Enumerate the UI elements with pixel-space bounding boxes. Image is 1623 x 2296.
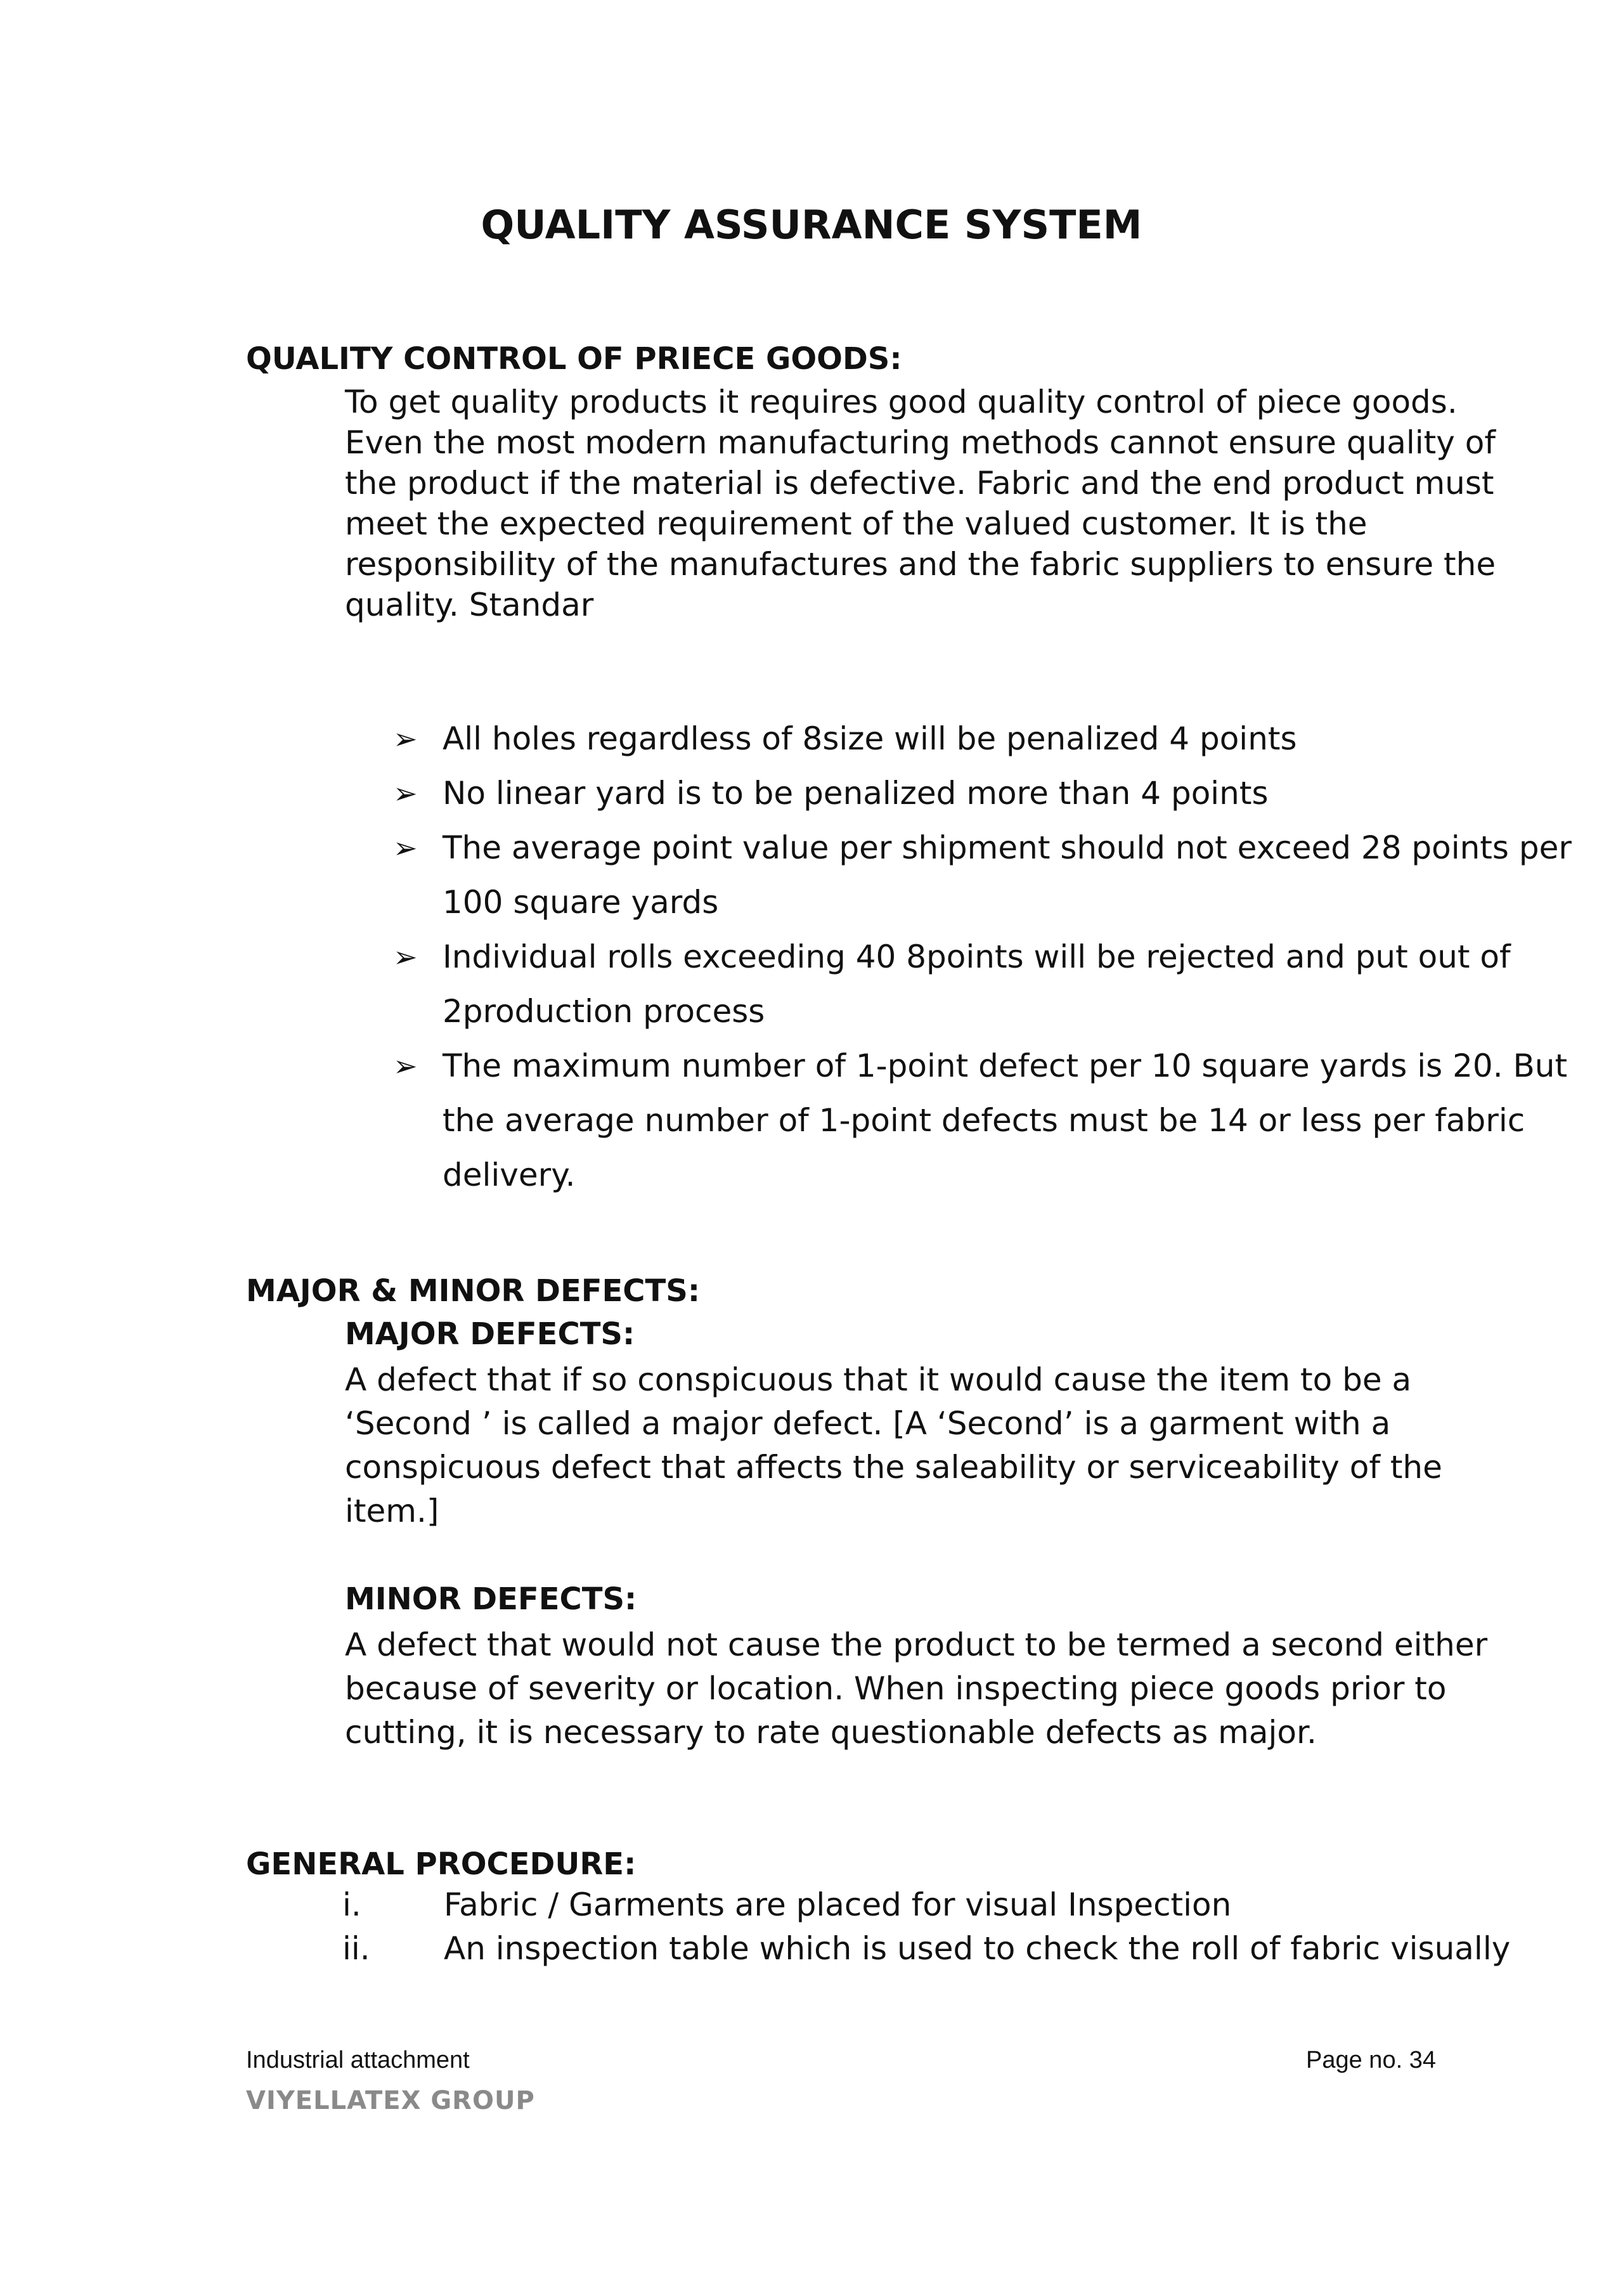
list-item <box>342 1927 1623 1971</box>
paragraph-line: ‘Second ’ is called a major defect. [A ‘Second’ is a garment with a <box>345 1405 1391 1442</box>
paragraph-line: A defect that would not cause the product to be termed a second either <box>345 1626 1488 1663</box>
paragraph-line: conspicuous defect that affects the saleability or serviceability of the <box>345 1449 1442 1486</box>
paragraph-line: quality. Standar <box>345 587 594 623</box>
list-item <box>393 820 1572 930</box>
sub-heading-major-defects: MAJOR DEFECTS: <box>345 1316 635 1352</box>
list-item <box>393 711 1572 766</box>
list-item-text: The average point value per shipment should not exceed 28 points per 100 square yards <box>443 829 1572 921</box>
paragraph-line: meet the expected requirement of the valued customer. It is the <box>345 505 1368 542</box>
list-item-text: Individual rolls exceeding 40 8points will be rejected and put out of 2production process <box>443 938 1511 1030</box>
minor-defects-paragraph <box>345 1623 1581 1754</box>
page-title: QUALITY ASSURANCE SYSTEM <box>481 202 1142 248</box>
footer-brand-logo: VIYELLATEX GROUP <box>246 2086 535 2115</box>
page-number: Page no. 34 <box>1306 2047 1436 2073</box>
paragraph-line: To get quality products it requires good quality control of piece goods. <box>345 384 1458 420</box>
list-item-text: All holes regardless of 8size will be penalized 4 points <box>443 720 1297 757</box>
list-item-text: Fabric / Garments are placed for visual Inspection <box>444 1886 1232 1923</box>
arrowhead-bullet-icon: ➢ <box>393 940 418 974</box>
major-defects-paragraph <box>345 1358 1581 1533</box>
list-item <box>393 1039 1572 1202</box>
section-heading-general-procedure: GENERAL PROCEDURE: <box>246 1846 637 1882</box>
list-item-text: No linear yard is to be penalized more than 4 points <box>443 775 1269 812</box>
footer-caption: Industrial attachment <box>246 2047 470 2073</box>
penalty-rules-list <box>393 711 1572 1202</box>
paragraph-line: because of severity or location. When inspecting piece goods prior to <box>345 1670 1447 1707</box>
paragraph-line: responsibility of the manufactures and the fabric suppliers to ensure the <box>345 546 1496 583</box>
arrowhead-bullet-icon: ➢ <box>393 831 418 865</box>
list-item-text: An inspection table which is used to check the roll of fabric visually <box>444 1930 1511 1967</box>
list-item <box>393 930 1572 1039</box>
procedure-list <box>342 1883 1623 1971</box>
paragraph-line: Even the most modern manufacturing methods cannot ensure quality of <box>345 424 1496 461</box>
arrowhead-bullet-icon: ➢ <box>393 722 418 756</box>
list-item-number: i. <box>342 1886 361 1923</box>
list-item-text: The maximum number of 1-point defect per 10 square yards is 20. But the average number of 1-point defects must be 14 or less per fabric delivery. <box>443 1047 1568 1193</box>
quality-control-paragraph <box>345 382 1581 625</box>
section-heading-quality-control: QUALITY CONTROL OF PRIECE GOODS: <box>246 341 902 377</box>
paragraph-line: cutting, it is necessary to rate questionable defects as major. <box>345 1714 1317 1751</box>
section-heading-defects: MAJOR & MINOR DEFECTS: <box>246 1273 701 1309</box>
paragraph-line: item.] <box>345 1493 439 1529</box>
paragraph-line: the product if the material is defective. Fabric and the end product must <box>345 465 1494 502</box>
sub-heading-minor-defects: MINOR DEFECTS: <box>345 1581 637 1617</box>
list-item <box>342 1883 1623 1927</box>
arrowhead-bullet-icon: ➢ <box>393 776 418 810</box>
list-item <box>393 766 1572 820</box>
paragraph-line: A defect that if so conspicuous that it would cause the item to be a <box>345 1361 1412 1398</box>
arrowhead-bullet-icon: ➢ <box>393 1049 418 1083</box>
list-item-number: ii. <box>342 1930 370 1967</box>
